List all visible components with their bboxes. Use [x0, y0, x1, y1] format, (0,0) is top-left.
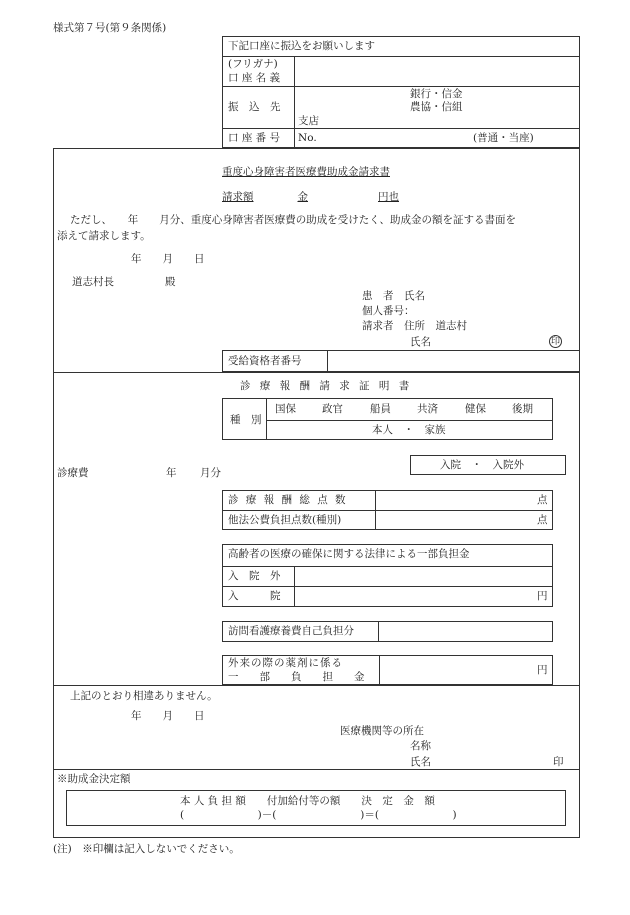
account-name-label: 口 座 名 義	[228, 72, 281, 84]
doctor-name-label: 氏名	[410, 756, 431, 768]
nursing-label: 訪問看護療養費自己負担分	[228, 625, 354, 637]
institution-name-label: 名称	[410, 740, 431, 752]
decision-formula: ( )－( )＝( )	[180, 809, 457, 821]
confirmation-text: 上記のとおり相違ありません。	[70, 690, 218, 702]
patient-name-label: 患 者 氏名	[362, 290, 425, 302]
certificate-title: 診 療 報 酬 請 求 証 明 書	[240, 380, 413, 392]
institution-location-label: 医療機関等の所在	[340, 725, 424, 737]
personal-number-label: 個人番号：	[362, 305, 415, 317]
claimant-name-label: 氏名	[410, 336, 431, 348]
elderly-copay-title: 高齢者の医療の確保に関する法律による一部負担金	[228, 548, 470, 560]
honorific: 殿	[165, 276, 176, 288]
insurance-type-item[interactable]: 共済	[417, 403, 438, 415]
insurance-type-item[interactable]: 後期	[512, 403, 533, 415]
medical-fee-label: 診療費	[57, 467, 89, 479]
form-number: 様式第７号(第９条関係)	[53, 22, 167, 34]
account-number-field[interactable]: No.	[298, 132, 317, 144]
decision-labels: 本 人 負 担 額 付加給付等の額 決 定 金 額	[180, 795, 435, 807]
insured-type[interactable]: 本人 ・ 家族	[372, 424, 446, 436]
addressee: 道志村長	[72, 276, 114, 288]
medical-fee-year: 年	[166, 467, 177, 479]
inpatient-yen: 円	[537, 590, 548, 602]
seal-icon: 印	[550, 337, 560, 347]
insurance-type-item[interactable]: 政官	[322, 403, 343, 415]
request-title: 重度心身障害者医療費助成金請求書	[222, 166, 390, 178]
insurance-type-item[interactable]: 健保	[465, 403, 486, 415]
total-points-label: 診 療 報 酬 総 点 数	[228, 494, 348, 506]
bank-types-1: 銀行・信金	[410, 88, 463, 100]
institution-seal: 印	[553, 756, 564, 768]
bank-title: 下記口座に振込をお願いします	[228, 40, 375, 52]
inpatient-label: 入 院	[228, 590, 281, 602]
branch-label: 支店	[298, 115, 319, 127]
decision-title: ※助成金決定額	[57, 773, 131, 785]
request-amount: 請求額 金 円也	[222, 191, 399, 203]
total-points-unit: 点	[537, 494, 548, 506]
transfer-to-label: 振 込 先	[228, 101, 281, 113]
bank-types-2: 農協・信組	[410, 101, 463, 113]
public-points-label: 他法公費負担点数(種別)	[228, 514, 342, 526]
drug-copay-yen: 円	[537, 664, 548, 676]
drug-copay-label-1: 外来の際の薬剤に係る	[228, 657, 343, 669]
insurance-type-item[interactable]: 船員	[370, 403, 391, 415]
account-name-field[interactable]	[296, 58, 578, 85]
drug-copay-label-2: 一 部 負 担 金	[228, 671, 365, 683]
public-points-unit: 点	[537, 514, 548, 526]
account-number-label: 口 座 番 号	[228, 132, 281, 144]
eligibility-number-label: 受給資格者番号	[228, 355, 302, 367]
request-date: 年 月 日	[131, 253, 205, 265]
insurance-type-item[interactable]: 国保	[275, 403, 296, 415]
footnote: (注) ※印欄は記入しないでください。	[53, 843, 240, 855]
furigana-label: (フリガナ)	[228, 58, 278, 70]
category-label: 種 別	[230, 414, 262, 426]
confirmation-date: 年 月 日	[131, 710, 205, 722]
claimant-address-label: 請求者 住所 道志村	[362, 320, 467, 332]
account-type: (普通・当座)	[473, 132, 534, 144]
eligibility-number-field[interactable]	[329, 352, 578, 370]
outpatient-label: 入 院 外	[228, 570, 281, 582]
request-body-line1: ただし、 年 月分、重度心身障害者医療費の助成を受けたく、助成金の額を証する書面を	[70, 214, 517, 226]
request-body-line2: 添えて請求します。	[57, 230, 151, 242]
inpatient-outpatient-options: 入院 ・ 入院外	[440, 459, 524, 471]
medical-fee-month: 月分	[200, 467, 221, 479]
